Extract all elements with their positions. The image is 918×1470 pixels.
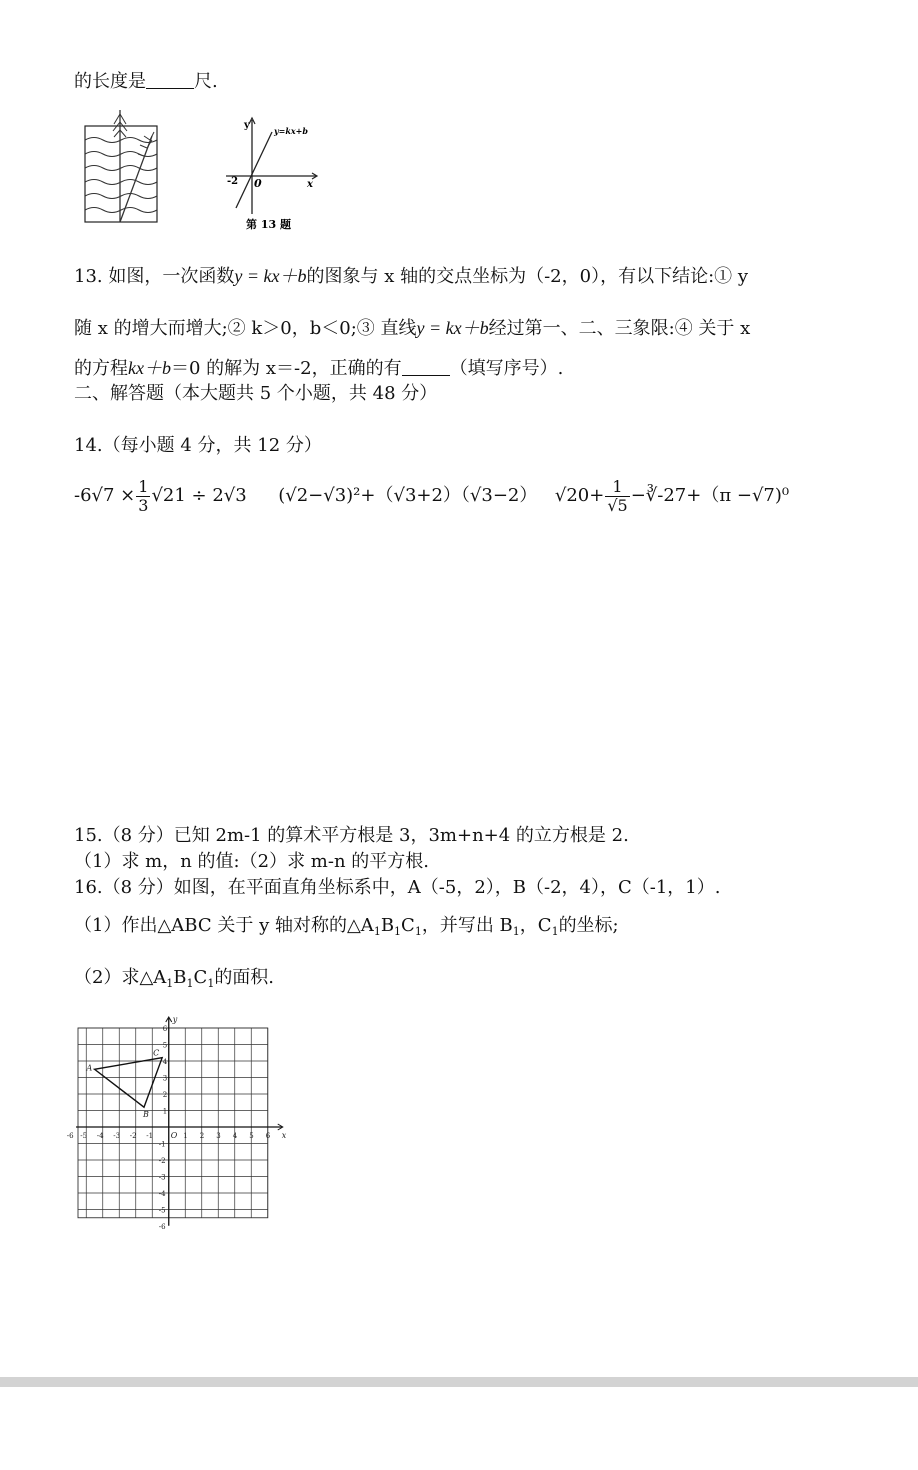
line-equation-label: y=kx+b bbox=[274, 126, 308, 136]
q14-expressions bbox=[74, 476, 789, 516]
x-tick-label: 2 bbox=[199, 1132, 205, 1140]
q13-text: 随 x 的增大而增大;② k＞0，b＜0;③ 直线 bbox=[74, 318, 417, 339]
expr-3-part: −∛-27+（π −√7)⁰ bbox=[630, 485, 790, 506]
q16-line2 bbox=[74, 914, 619, 944]
q13-text: 的方程 bbox=[74, 358, 128, 379]
y-tick-label: -3 bbox=[158, 1173, 166, 1182]
subscript: 1 bbox=[551, 925, 559, 938]
y-axis-label: y bbox=[244, 120, 250, 131]
expr-3-part: √20+ bbox=[554, 485, 605, 506]
vertex-c-label: C bbox=[153, 1048, 160, 1058]
expr-1 bbox=[74, 476, 247, 515]
figure-caption: 第 13 题 bbox=[246, 218, 291, 231]
q16-text: （2）求△A bbox=[74, 967, 167, 988]
subscript: 1 bbox=[207, 977, 215, 990]
numerator: 1 bbox=[605, 478, 629, 497]
x-tick-label: 4 bbox=[232, 1132, 238, 1140]
q16-text: 的面积. bbox=[214, 967, 275, 988]
y-tick-label: 2 bbox=[162, 1091, 168, 1099]
subscript: 1 bbox=[373, 925, 381, 938]
x-tick-label: 6 bbox=[265, 1132, 271, 1140]
y-tick-label: -4 bbox=[158, 1190, 166, 1198]
answer-blank bbox=[146, 70, 194, 89]
x-tick-label: -1 bbox=[146, 1132, 154, 1140]
vertex-letter: C bbox=[401, 915, 415, 936]
q16-text: ，C bbox=[519, 915, 552, 936]
q15-line2: （1）求 m，n 的值:（2）求 m-n 的平方根. bbox=[74, 851, 429, 872]
subscript: 1 bbox=[186, 977, 194, 990]
expr-3 bbox=[554, 476, 790, 515]
vertex-letter: B bbox=[380, 915, 395, 936]
section-heading: 二、解答题（本大题共 5 个小题，共 48 分） bbox=[74, 383, 438, 404]
vertex-a-label: A bbox=[86, 1063, 93, 1073]
x-tick-label: 3 bbox=[216, 1132, 221, 1140]
q16-line1: 16.（8 分）如图，在平面直角坐标系中，A（-5，2），B（-2，4），C（-1，1）. bbox=[74, 877, 721, 898]
q13-text: 13. 如图，一次函数 bbox=[74, 266, 235, 287]
x-tick-label: -3 bbox=[113, 1132, 121, 1140]
vertex-b-label: B bbox=[143, 1110, 149, 1120]
x-tick-label: -2 bbox=[129, 1132, 137, 1140]
q13-text: ＝0 的解为 x＝-2，正确的有 bbox=[170, 358, 402, 379]
y-axis-label: y bbox=[172, 1015, 178, 1024]
denominator: 3 bbox=[138, 495, 149, 515]
y-tick-label: -5 bbox=[158, 1206, 166, 1215]
reed-water-figure bbox=[80, 110, 162, 226]
page-divider bbox=[0, 1377, 918, 1387]
q13-text: （填写序号）. bbox=[449, 358, 564, 379]
vertex-letter: C bbox=[193, 967, 208, 988]
q15-line1: 15.（8 分）已知 2m-1 的算术平方根是 3，3m+n+4 的立方根是 2. bbox=[74, 825, 629, 846]
y-tick-label: 1 bbox=[162, 1107, 168, 1116]
denominator: √5 bbox=[607, 495, 628, 515]
q16-line3 bbox=[74, 966, 274, 996]
q13-line2 bbox=[74, 316, 750, 341]
expr-1-part: √21 ÷ 2√3 bbox=[151, 485, 247, 506]
equation: kx＋b bbox=[128, 358, 171, 378]
subscript: 1 bbox=[512, 925, 520, 938]
x-axis-label: x bbox=[281, 1131, 287, 1140]
y-tick-label: -6 bbox=[158, 1223, 166, 1231]
origin-label: O bbox=[170, 1131, 178, 1140]
x-tick-label: -6 bbox=[66, 1132, 74, 1140]
subscript: 1 bbox=[166, 977, 174, 990]
equation: y = kx＋b bbox=[416, 318, 489, 338]
vertex-letter: B bbox=[173, 967, 187, 988]
y-tick-label: -1 bbox=[158, 1140, 166, 1149]
subscript: 1 bbox=[414, 925, 422, 938]
x-axis-label: x bbox=[307, 179, 313, 190]
y-tick-label: -2 bbox=[158, 1157, 166, 1165]
answer-blank bbox=[402, 357, 450, 376]
q12-unit: 尺. bbox=[194, 71, 218, 92]
q16-text: ，并写出 B bbox=[421, 915, 513, 936]
fraction bbox=[605, 478, 629, 515]
y-tick-label: 5 bbox=[162, 1041, 168, 1050]
y-tick-label: 6 bbox=[162, 1025, 168, 1033]
q16-text: 的坐标; bbox=[558, 915, 619, 936]
numerator: 1 bbox=[138, 476, 149, 496]
equation: y = kx＋b bbox=[234, 266, 307, 286]
subscript: 1 bbox=[394, 925, 402, 938]
q12-answer-line bbox=[74, 70, 218, 94]
q16-text: （1）作出△ABC 关于 y 轴对称的△A bbox=[74, 915, 374, 936]
expr-1-part: -6√7 × bbox=[74, 485, 136, 506]
y-tick-label: 4 bbox=[162, 1058, 168, 1066]
x-tick-label: -4 bbox=[96, 1132, 104, 1140]
q13-line1 bbox=[74, 264, 748, 289]
x-intercept-label: -2 bbox=[227, 176, 239, 187]
origin-label: 0 bbox=[254, 177, 262, 190]
grid-border bbox=[78, 1028, 268, 1218]
fraction bbox=[136, 478, 150, 515]
y-tick-label: 3 bbox=[162, 1074, 168, 1083]
q13-line3 bbox=[74, 356, 563, 381]
x-tick-label: -5 bbox=[80, 1132, 88, 1140]
x-tick-label: 1 bbox=[183, 1132, 188, 1140]
linear-function-figure bbox=[222, 114, 322, 236]
expr-2: (√2−√3)²+（√3+2）（√3−2） bbox=[278, 485, 538, 506]
x-tick-label: 5 bbox=[249, 1132, 254, 1140]
q13-text: 经过第一、二、三象限:④ 关于 x bbox=[488, 318, 751, 339]
q13-text: 的图象与 x 轴的交点坐标为（-2，0），有以下结论:① y bbox=[306, 266, 749, 287]
q12-text: 的长度是 bbox=[74, 71, 146, 92]
q14-heading: 14.（每小题 4 分，共 12 分） bbox=[74, 435, 322, 456]
coordinate-grid bbox=[66, 1015, 300, 1232]
